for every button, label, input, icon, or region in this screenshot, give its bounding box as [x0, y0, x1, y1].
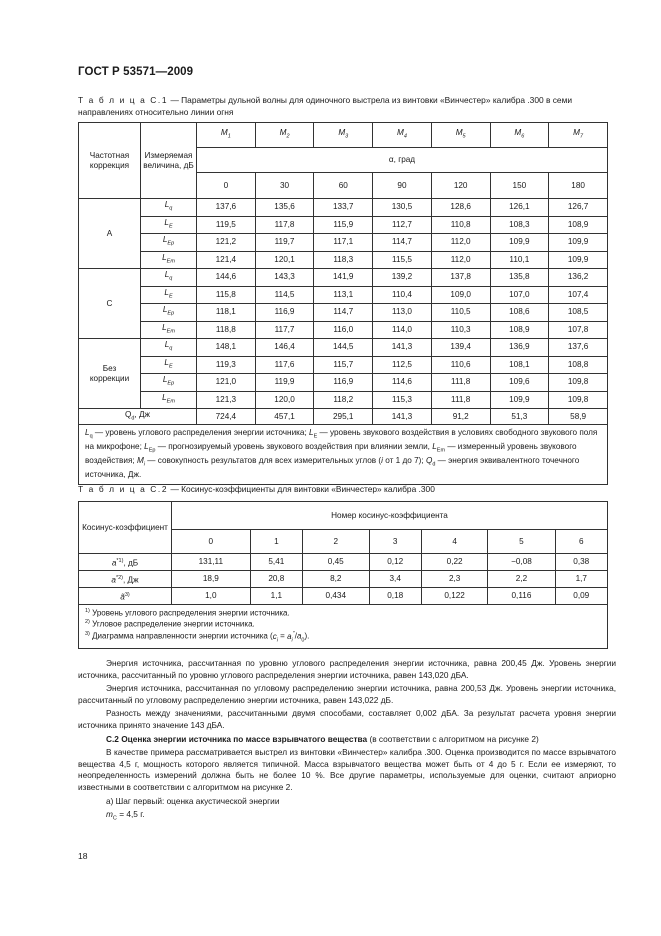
- m-header: $M_6$: [490, 123, 549, 148]
- table-cell: 118,2: [314, 391, 373, 409]
- table-cell: 107,4: [549, 286, 608, 304]
- table-cell: 107,0: [490, 286, 549, 304]
- alpha-header: α, град: [197, 148, 608, 173]
- qd-value: 457,1: [255, 409, 314, 425]
- table-cell: 2,3: [421, 571, 487, 588]
- angle-value: 120: [431, 173, 490, 199]
- table-row: [79, 199, 608, 217]
- document-header: ГОСТ Р 53571—2009: [78, 66, 194, 78]
- coefficient-label: $a^{*2)}$, Дж: [79, 571, 172, 588]
- m-header: $M_4$: [373, 123, 432, 148]
- table-row: [79, 571, 608, 588]
- qd-value: 141,3: [373, 409, 432, 425]
- table-cell: 137,6: [549, 339, 608, 357]
- table-row: [79, 391, 608, 409]
- qd-value: 91,2: [431, 409, 490, 425]
- table-cell: 113,1: [314, 286, 373, 304]
- table-cell: 109,8: [549, 374, 608, 392]
- level-label: $L_q$: [141, 199, 197, 217]
- level-label: $L_{Ep}$: [141, 304, 197, 322]
- table-row: [79, 554, 608, 571]
- coefficient-label: $ã^{3)}$: [79, 588, 172, 605]
- table-cell: 108,6: [490, 304, 549, 322]
- qd-value: 58,9: [549, 409, 608, 425]
- table-cell: 110,8: [431, 216, 490, 234]
- table-cell: 108,9: [490, 321, 549, 339]
- table-cell: 118,3: [314, 251, 373, 269]
- table-cell: 114,6: [373, 374, 432, 392]
- table-cell: 109,9: [549, 234, 608, 252]
- cosine-index: 3: [369, 530, 421, 554]
- table-cell: 3,4: [369, 571, 421, 588]
- table-cell: 115,3: [373, 391, 432, 409]
- table2-caption-label: Т а б л и ц а С.2: [78, 484, 169, 494]
- level-label: $L_q$: [141, 339, 197, 357]
- angle-value: 180: [549, 173, 608, 199]
- table-cell: 119,3: [197, 356, 256, 374]
- table-cell: 2,2: [488, 571, 555, 588]
- level-label: $L_{Ep}$: [141, 234, 197, 252]
- section-heading-bold: С.2 Оценка энергии источника по массе взрывчатого вещества: [106, 733, 368, 744]
- table-cell: 112,5: [373, 356, 432, 374]
- level-label: $L_E$: [141, 216, 197, 234]
- table-cell: 110,5: [431, 304, 490, 322]
- table-cell: 118,1: [197, 304, 256, 322]
- table-cell: 133,7: [314, 199, 373, 217]
- table-cell: 137,8: [431, 269, 490, 287]
- table-cell: 136,9: [490, 339, 549, 357]
- table-cell: 116,9: [255, 304, 314, 322]
- table-cell: 109,6: [490, 374, 549, 392]
- table-c2: [78, 501, 608, 649]
- mass-line: $m_C = 4,5$ г.: [106, 809, 145, 822]
- cosine-index: 1: [250, 530, 302, 554]
- table-cell: 114,7: [314, 304, 373, 322]
- table-cell: 18,9: [172, 571, 251, 588]
- body-text: [78, 658, 616, 825]
- table-row: [79, 588, 608, 605]
- table-cell: 135,8: [490, 269, 549, 287]
- table-row: [79, 356, 608, 374]
- level-label: $L_{Ep}$: [141, 374, 197, 392]
- section-heading-rest: (в соответствии с алгоритмом на рисунке 2): [367, 733, 539, 744]
- table-cell: 1,7: [555, 571, 607, 588]
- table-cell: 136,2: [549, 269, 608, 287]
- table-row: [79, 304, 608, 322]
- cosine-number-header: Номер косинус-коэффициента: [172, 502, 608, 530]
- table-cell: 116,9: [314, 374, 373, 392]
- qd-label: $Q_d$, Дж: [79, 409, 197, 425]
- qd-value: 724,4: [197, 409, 256, 425]
- group-name: Без коррекции: [79, 339, 141, 409]
- table-cell: 126,1: [490, 199, 549, 217]
- angle-value: 30: [255, 173, 314, 199]
- table-cell: 108,3: [490, 216, 549, 234]
- table-cell: 109,8: [549, 391, 608, 409]
- table-cell: 137,6: [197, 199, 256, 217]
- table-cell: 0,122: [421, 588, 487, 605]
- table-cell: 141,9: [314, 269, 373, 287]
- level-label: $L_E$: [141, 356, 197, 374]
- table-cell: 0,09: [555, 588, 607, 605]
- table-cell: 117,6: [255, 356, 314, 374]
- cosine-index: 5: [488, 530, 555, 554]
- angle-value: 90: [373, 173, 432, 199]
- table-cell: 141,3: [373, 339, 432, 357]
- level-label: $L_q$: [141, 269, 197, 287]
- table-cell: 146,4: [255, 339, 314, 357]
- table-cell: 110,3: [431, 321, 490, 339]
- table-cell: 112,0: [431, 234, 490, 252]
- table-cell: 139,2: [373, 269, 432, 287]
- qd-value: 295,1: [314, 409, 373, 425]
- table-cell: 109,9: [490, 391, 549, 409]
- table-cell: 0,38: [555, 554, 607, 571]
- table-cell: 0,434: [303, 588, 369, 605]
- table-cell: 119,9: [255, 374, 314, 392]
- table-cell: 115,5: [373, 251, 432, 269]
- table-cell: 135,6: [255, 199, 314, 217]
- table-cell: 110,4: [373, 286, 432, 304]
- table-row: [79, 339, 608, 357]
- table-row: [79, 374, 608, 392]
- table-cell: 109,9: [490, 234, 549, 252]
- table-cell: 121,3: [197, 391, 256, 409]
- level-label: $L_{Em}$: [141, 321, 197, 339]
- table-cell: 144,5: [314, 339, 373, 357]
- table-cell: 108,9: [549, 216, 608, 234]
- group-name: C: [79, 269, 141, 339]
- table-cell: 119,7: [255, 234, 314, 252]
- table-cell: 107,8: [549, 321, 608, 339]
- table-cell: −0,08: [488, 554, 555, 571]
- table-row: [79, 234, 608, 252]
- table-cell: 131,11: [172, 554, 251, 571]
- m-header: $M_5$: [431, 123, 490, 148]
- table-cell: 120,1: [255, 251, 314, 269]
- table-cell: 0,116: [488, 588, 555, 605]
- table-cell: 148,1: [197, 339, 256, 357]
- angle-value: 60: [314, 173, 373, 199]
- table-cell: 5,41: [250, 554, 302, 571]
- angle-value: 0: [197, 173, 256, 199]
- col-header-cosine: Косинус-коэффициент: [79, 502, 172, 554]
- level-label: $L_{Em}$: [141, 251, 197, 269]
- table-cell: 114,5: [255, 286, 314, 304]
- cosine-index: 2: [303, 530, 369, 554]
- table-cell: 117,8: [255, 216, 314, 234]
- table-cell: 111,8: [431, 374, 490, 392]
- table-cell: 121,4: [197, 251, 256, 269]
- table-row: [79, 269, 608, 287]
- table-row: [79, 251, 608, 269]
- table1-note: $L_q$ — уровень углового распределения энергии источника; $L_E$ — уровень звукового воздействия в условиях свободного звукового поля на микрофоне; $L_{Ep}$ — прогнозируемый уровень звукового воздействия при влиянии земли, $L_{Em}$ — измеренный уровень звукового воздействия; $M_i$ — совокупность результатов для всех измерительных углов (i от 1 до 7); $Q_d$ — энергия эквивалентного точечного источника, Дж.: [79, 425, 608, 485]
- table-cell: 0,18: [369, 588, 421, 605]
- table-cell: 117,7: [255, 321, 314, 339]
- table-cell: 115,9: [314, 216, 373, 234]
- table-cell: 110,6: [431, 356, 490, 374]
- table-row: [79, 286, 608, 304]
- table-cell: 8,2: [303, 571, 369, 588]
- table-cell: 114,7: [373, 234, 432, 252]
- table-cell: 0,22: [421, 554, 487, 571]
- level-label: $L_E$: [141, 286, 197, 304]
- table-cell: 112,7: [373, 216, 432, 234]
- table-cell: 20,8: [250, 571, 302, 588]
- table-cell: 108,1: [490, 356, 549, 374]
- paragraph: Энергия источника, рассчитанная по уровню углового распределения энергии источника, равна 200,45 Дж. Уровень энергии источника, рассчитанный по уровню углового распределения энергии источника, равен 143,020 дБА.: [78, 658, 616, 680]
- paragraph: Энергия источника, рассчитанная по угловому распределению энергии источника, равна 200,53 Дж. Уровень энергии источника, рассчитанный по угловому распределению энергии источника, равен 143,022 дБ.: [78, 683, 616, 705]
- table-c1: [78, 122, 608, 485]
- angle-value: 150: [490, 173, 549, 199]
- table-cell: 116,0: [314, 321, 373, 339]
- group-name: A: [79, 199, 141, 269]
- level-label: $L_{Em}$: [141, 391, 197, 409]
- table-cell: 128,6: [431, 199, 490, 217]
- table-row: [79, 321, 608, 339]
- table-cell: 119,5: [197, 216, 256, 234]
- cosine-index: 0: [172, 530, 251, 554]
- table-cell: 121,0: [197, 374, 256, 392]
- table-cell: 120,0: [255, 391, 314, 409]
- col-header-measured-value: Измеряемая величина, дБ: [141, 123, 197, 199]
- cosine-index: 4: [421, 530, 487, 554]
- table1-caption-label: Т а б л и ц а С.1: [78, 95, 169, 105]
- m-header: $M_7$: [549, 123, 608, 148]
- table-cell: 109,0: [431, 286, 490, 304]
- table-cell: 118,8: [197, 321, 256, 339]
- table-cell: 139,4: [431, 339, 490, 357]
- col-header-freq-correction: Частотная коррекция: [79, 123, 141, 199]
- step-line: а) Шаг первый: оценка акустической энергии: [106, 795, 280, 806]
- table-cell: 1,1: [250, 588, 302, 605]
- table-cell: 113,0: [373, 304, 432, 322]
- section-heading: [78, 734, 616, 746]
- table-cell: 144,6: [197, 269, 256, 287]
- table2-caption-text: — Косинус-коэффициенты для винтовки «Винчестер» калибра .300: [168, 484, 435, 494]
- table-cell: 110,1: [490, 251, 549, 269]
- table-cell: 143,3: [255, 269, 314, 287]
- page-number: 18: [78, 851, 88, 861]
- table-cell: 0,12: [369, 554, 421, 571]
- table-cell: 115,7: [314, 356, 373, 374]
- table-cell: 1,0: [172, 588, 251, 605]
- m-header: $M_1$: [197, 123, 256, 148]
- m-header: $M_2$: [255, 123, 314, 148]
- table-cell: 126,7: [549, 199, 608, 217]
- table-cell: 0,45: [303, 554, 369, 571]
- table-cell: 109,9: [549, 251, 608, 269]
- table-cell: 121,2: [197, 234, 256, 252]
- table-cell: 115,8: [197, 286, 256, 304]
- paragraph: В качестве примера рассматривается выстрел из винтовки «Винчестер» калибра .300. Оценка производится по массе взрывчатого вещества 4,5 г, мощность которого является типичной. Масса взрывчатого вещества может быть от 4 до 5 г. Если ее измеряют, то неопределенность измерений должна быть не более 10 %. Все другие параметры, используемые для оценки, считают априорно известными в соответствии с алгоритмом на рисунке 2.: [78, 747, 616, 792]
- qd-value: 51,3: [490, 409, 549, 425]
- table-row: [79, 216, 608, 234]
- table2-footnotes: $^{1)}$ Уровень углового распределения энергии источника. $^{2)}$ Угловое распределение энергии источника. $^{3)}$ Диаграмма направленности энергии источника $(c_i = a_i''/a_0)$.: [79, 605, 608, 649]
- table-cell: 108,5: [549, 304, 608, 322]
- table-cell: 130,5: [373, 199, 432, 217]
- paragraph: Разность между значениями, рассчитанными двумя способами, составляет 0,002 дБА. За результат расчета уровня энергии источника принято значение 143 дБА.: [78, 708, 616, 730]
- cosine-index: 6: [555, 530, 607, 554]
- table-cell: 117,1: [314, 234, 373, 252]
- table-cell: 108,8: [549, 356, 608, 374]
- table1-caption: [78, 95, 608, 118]
- m-header: $M_3$: [314, 123, 373, 148]
- table-cell: 114,0: [373, 321, 432, 339]
- table2-caption: [78, 484, 608, 496]
- coefficient-label: $a^{*1)}$, дБ: [79, 554, 172, 571]
- table-cell: 112,0: [431, 251, 490, 269]
- table-cell: 111,8: [431, 391, 490, 409]
- table1-caption-text: — Параметры дульной волны для одиночного выстрела из винтовки «Винчестер» калибра .300 в семи направлениях относительно линии огня: [78, 95, 573, 117]
